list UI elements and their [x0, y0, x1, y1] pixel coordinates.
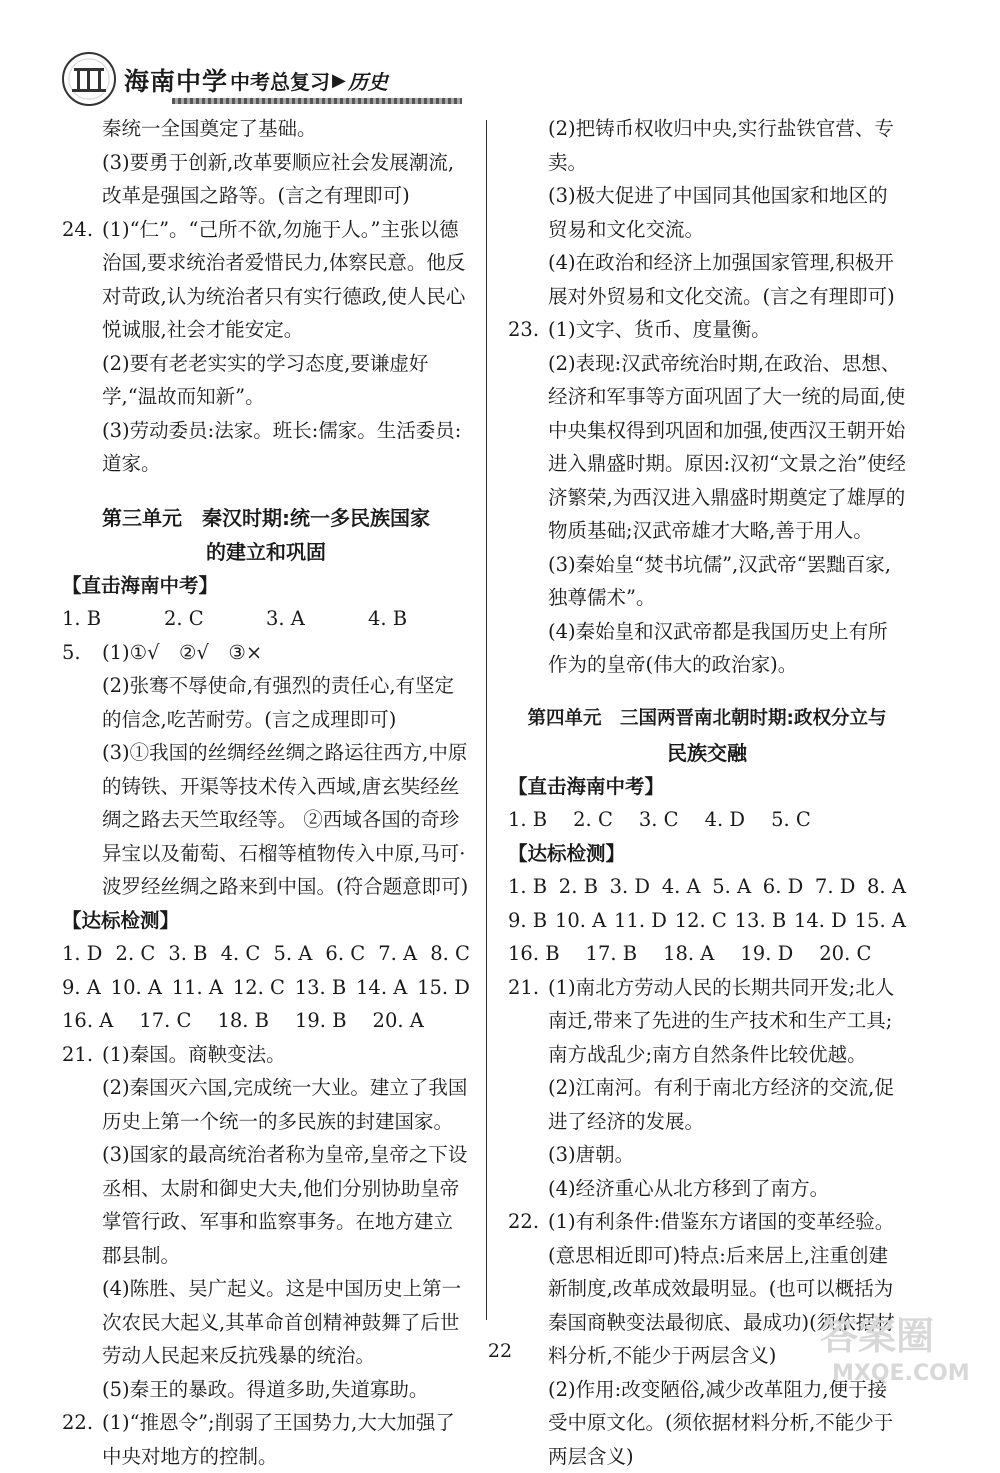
- choice-answer: 1. D: [62, 937, 102, 971]
- choice-answer: 19. D: [740, 937, 793, 971]
- choice-answer: 6. D: [763, 870, 803, 904]
- watermark-url: MXQE.COM: [832, 1361, 970, 1386]
- question-number: 21.: [508, 971, 548, 1206]
- answer-part: (2)作用:改变陋俗,减少改革阻力,便于接受中原文化。(须依据材料分析,不能少于两层含义): [548, 1373, 906, 1473]
- choice-answer: 3. D: [610, 870, 650, 904]
- answer-line: 秦统一全国奠定了基础。: [62, 112, 470, 146]
- choice-answer: 20. C: [819, 937, 871, 971]
- choice-answer: 6. C: [325, 937, 365, 971]
- choice-answers: [508, 904, 906, 938]
- choice-answer: 12. C: [233, 971, 285, 1005]
- choice-answer: 1. B: [508, 803, 547, 837]
- header-band: [172, 98, 462, 104]
- choice-answer: 13. B: [295, 971, 347, 1005]
- choice-answer: 18. A: [663, 937, 714, 971]
- choice-answer: 4. B: [368, 602, 470, 636]
- choice-answer: 2. C: [573, 803, 613, 837]
- choice-answers: [62, 602, 470, 636]
- choice-answer: 4. D: [705, 803, 745, 837]
- choice-answer: 1. B: [62, 602, 164, 636]
- choice-answer: 9. A: [62, 971, 101, 1005]
- question-number: 22.: [508, 1205, 548, 1473]
- answer-line: (2)把铸币权收归中央,实行盐铁官营、专卖。: [508, 112, 906, 179]
- school-seal-icon: [62, 52, 116, 106]
- question-24: [62, 213, 470, 481]
- choice-answer: 1. B: [508, 870, 547, 904]
- choice-answer: 16. A: [62, 1004, 113, 1038]
- choice-answers: [62, 1004, 470, 1038]
- answer-part: (2)表现:汉武帝统治时期,在政治、思想、经济和军事等方面巩固了大一统的局面,使中央集权得到巩固和加强,使西汉王朝开始进入鼎盛时期。原因:汉初“文景之治”使经济繁荣,为西汉进入鼎盛时期奠定了雄厚的物质基础;汉武帝雄才大略,善于用人。: [548, 347, 906, 548]
- watermark: [820, 1305, 990, 1405]
- answer-part: (1)①√ ②√ ③×: [102, 636, 470, 670]
- choice-answer: 10. A: [555, 904, 606, 938]
- watermark-text: 答案圈: [820, 1305, 934, 1360]
- page-header: [62, 52, 402, 108]
- answer-part: (3)国家的最高统治者称为皇帝,皇帝之下设丞相、太尉和御史大夫,他们分别协助皇帝掌管行政、军事和监察事务。在地方建立郡县制。: [102, 1138, 470, 1272]
- answer-part: (4)经济重心从北方移到了南方。: [548, 1172, 906, 1206]
- page-number: 22: [470, 1340, 530, 1362]
- choice-answer: 2. B: [559, 870, 598, 904]
- section-heading: 【直击海南中考】: [62, 569, 470, 603]
- answer-part: (5)秦王的暴政。得道多助,失道寡助。: [102, 1373, 470, 1407]
- choice-answer: 14. A: [356, 971, 407, 1005]
- choice-answers: [62, 971, 470, 1005]
- choice-answer: 17. C: [139, 1004, 191, 1038]
- answer-part: (4)秦始皇和汉武帝都是我国历史上有所作为的皇帝(伟大的政治家)。: [548, 615, 906, 682]
- answer-line: 改革是强国之路等。(言之有理即可): [62, 179, 470, 213]
- answer-part: (1)南北方劳动人民的长期共同开发;北人南迁,带来了先进的生产技术和生产工具;南方战乱少;南方自然条件比较优越。: [548, 971, 906, 1072]
- choice-answer: 2. C: [164, 602, 266, 636]
- question-number: 22.: [62, 1406, 102, 1473]
- question-21: [62, 1038, 470, 1407]
- choice-answers: [508, 803, 906, 837]
- school-name: 海南中学: [124, 62, 228, 98]
- choice-answer: 18. B: [217, 1004, 269, 1038]
- answer-part: (1)文字、货币、度量衡。: [548, 313, 906, 347]
- choice-answer: 16. B: [508, 937, 560, 971]
- choice-answer: 11. D: [614, 904, 667, 938]
- book-title: 中考总复习: [230, 66, 330, 95]
- answer-part: (3)唐朝。: [548, 1138, 906, 1172]
- question-22: [62, 1406, 470, 1473]
- choice-answer: 4. C: [221, 937, 261, 971]
- answer-part: (2)江南河。有利于南北方经济的交流,促进了经济的发展。: [548, 1071, 906, 1138]
- answer-line: (4)在政治和经济上加强国家管理,积极开展对外贸易和文化交流。(言之有理即可): [508, 246, 906, 313]
- answer-part: (2)秦国灭六国,完成统一大业。建立了我国历史上第一个统一的多民族的封建国家。: [102, 1071, 470, 1138]
- header-arrow-icon: ▶: [332, 70, 346, 91]
- unit-title-line: 民族交融: [508, 736, 906, 770]
- choice-answer: 3. B: [168, 937, 207, 971]
- section-heading: 【直击海南中考】: [508, 770, 906, 804]
- unit-title-line: 的建立和巩固: [62, 535, 470, 569]
- choice-answer: 15. D: [417, 971, 470, 1005]
- choice-answer: 8. A: [867, 870, 906, 904]
- choice-answer: 5. C: [771, 803, 811, 837]
- answer-part: (3)秦始皇“焚书坑儒”,汉武帝“罢黜百家,独尊儒术”。: [548, 548, 906, 615]
- section-heading: 【达标检测】: [508, 837, 906, 871]
- question-number: 24.: [62, 213, 102, 481]
- answer-part: (2)要有老老实实的学习态度,要谦虚好学,“温故而知新”。: [102, 347, 470, 414]
- choice-answer: 5. A: [712, 870, 751, 904]
- choice-answer: 9. B: [508, 904, 547, 938]
- unit-3-title: [62, 501, 470, 569]
- choice-answer: 3. A: [266, 602, 368, 636]
- subject-name: 历史: [348, 66, 388, 95]
- question-number: 5.: [62, 636, 102, 904]
- choice-answer: 12. C: [675, 904, 727, 938]
- choice-answer: 15. A: [855, 904, 906, 938]
- answer-line: (3)极大促进了中国同其他国家和地区的贸易和文化交流。: [508, 179, 906, 246]
- choice-answer: 10. A: [111, 971, 162, 1005]
- choice-answer: 14. D: [794, 904, 847, 938]
- unit-title-line: 第三单元 秦汉时期:统一多民族国家: [62, 501, 470, 535]
- section-heading: 【达标检测】: [62, 904, 470, 938]
- choice-answer: 19. B: [295, 1004, 347, 1038]
- choice-answer: 8. C: [430, 937, 470, 971]
- answer-part: (1)“仁”。“己所不欲,勿施于人。”主张以德治国,要求统治者爱惜民力,体察民意。他反对苛政,认为统治者只有实行德政,使人民心悦诚服,社会才能安定。: [102, 213, 470, 347]
- question-number: 23.: [508, 313, 548, 682]
- unit-4-title: [508, 702, 906, 770]
- answer-part: (4)陈胜、吴广起义。这是中国历史上第一次农民大起义,其革命首创精神鼓舞了后世劳动人民起来反抗残暴的统治。: [102, 1272, 470, 1373]
- choice-answers: [62, 937, 470, 971]
- question-number: 21.: [62, 1038, 102, 1407]
- answer-part: (1)“推恩令”;削弱了王国势力,大大加强了中央对地方的控制。: [102, 1406, 470, 1473]
- header-title: [124, 60, 399, 100]
- unit-title-line: 第四单元 三国两晋南北朝时期:政权分立与: [508, 702, 906, 736]
- choice-answers: [508, 937, 906, 971]
- answer-part: (3)①我国的丝绸经丝绸之路运往西方,中原的铸铁、开渠等技术传入西域,唐玄奘经丝绸之路去天竺取经等。 ②西域各国的奇珍异宝以及葡萄、石榴等植物传入中原,马可·波罗经丝绸之路来到中国。(符合题意即可): [102, 736, 470, 904]
- answer-part: (1)有利条件:借鉴东方诸国的变革经验。(意思相近即可)特点:后来居上,注重创建新制度,改革成效最明显。(也可以概括为秦国商鞅变法最彻底、最成功)(须依据材料分析,不能少于两层含义): [548, 1205, 906, 1373]
- answer-part: (1)秦国。商鞅变法。: [102, 1038, 470, 1072]
- choice-answer: 3. C: [639, 803, 679, 837]
- column-divider: [486, 120, 487, 1320]
- question-5: [62, 636, 470, 904]
- choice-answer: 7. A: [378, 937, 417, 971]
- right-column: [508, 112, 906, 1473]
- answer-part: (3)劳动委员:法家。班长:儒家。生活委员:道家。: [102, 414, 470, 481]
- choice-answer: 2. C: [116, 937, 156, 971]
- choice-answer: 17. B: [586, 937, 638, 971]
- choice-answer: 13. B: [735, 904, 787, 938]
- question-21: [508, 971, 906, 1206]
- choice-answer: 7. D: [815, 870, 855, 904]
- choice-answer: 20. A: [373, 1004, 424, 1038]
- choice-answer: 5. A: [273, 937, 312, 971]
- left-column: [62, 112, 470, 1473]
- choice-answer: 4. A: [662, 870, 701, 904]
- choice-answer: 11. A: [172, 971, 223, 1005]
- answer-part: (2)张骞不辱使命,有强烈的责任心,有坚定的信念,吃苦耐劳。(言之成理即可): [102, 669, 470, 736]
- question-23: [508, 313, 906, 682]
- answer-line: (3)要勇于创新,改革要顺应社会发展潮流,: [62, 146, 470, 180]
- choice-answers: [508, 870, 906, 904]
